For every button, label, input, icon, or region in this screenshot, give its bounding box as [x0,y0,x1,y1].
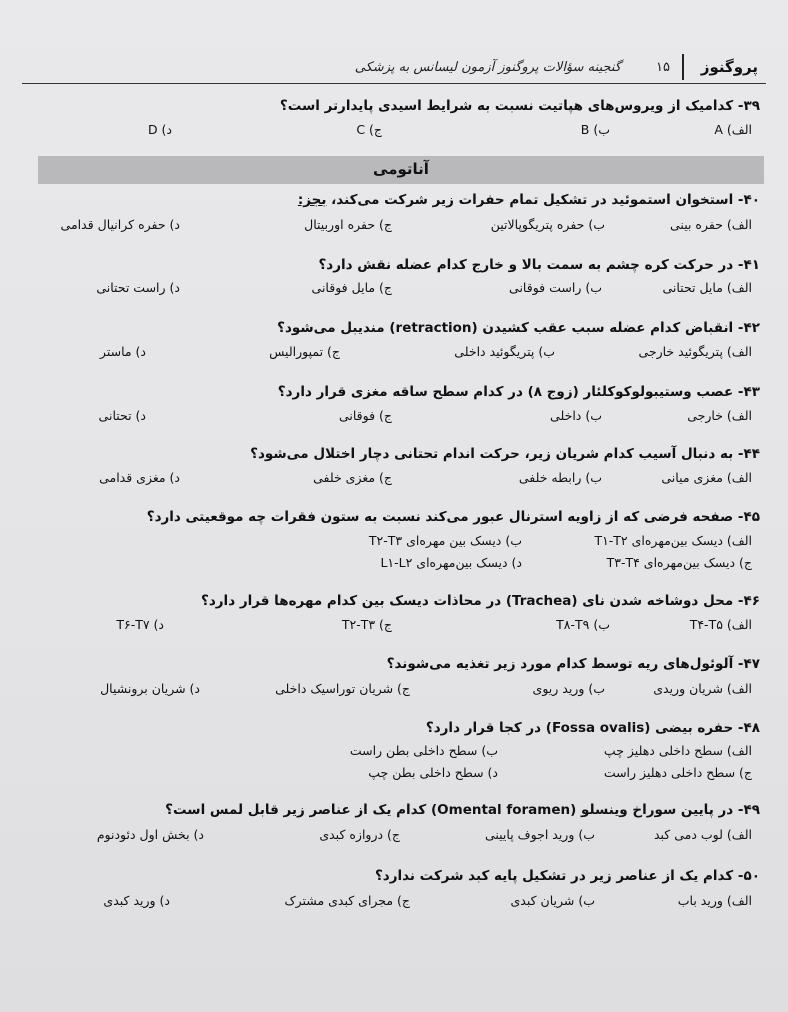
option-b[interactable]: ب) ورید ریوی [532,681,605,696]
header-separator [682,54,684,80]
question-stem [40,320,760,336]
option-b[interactable]: ب) ورید اجوف پایینی [484,827,595,842]
option-b[interactable]: ب) پتریگوئید داخلی [454,344,555,359]
option-a[interactable]: الف) پتریگوئید خارجی [638,344,752,359]
question-number: ۵۰- [737,868,760,884]
question-text: کدام یک از عناصر زیر در تشکیل پایه کبد شرکت ندارد؟ [374,868,734,884]
option-c[interactable]: ج) تمپورالیس [269,344,340,359]
question-number: ۴۵- [737,509,760,525]
question-text: صفحه فرضی که از زاویه استرنال عبور می‌کند نسبت به ستون فقرات چه موقعیتی دارد؟ [146,509,734,525]
question-text: حفره بیضی (Fossa ovalis) در کجا قرار دارد؟ [425,720,734,736]
question-number: ۴۱- [737,257,760,273]
question-text: انقباض کدام عضله سبب عقب کشیدن (retraction) مندیبل می‌شود؟ [277,320,734,336]
option-b[interactable]: ب) راست فوقانی [509,280,602,295]
page-header [22,44,766,84]
question-stem [40,98,760,114]
question-number: ۴۸- [737,720,760,736]
option-a[interactable]: الف) شریان وریدی [653,681,752,696]
option-a[interactable]: الف) A [714,122,752,137]
option-c[interactable]: ج) حفره اوربیتال [304,217,392,232]
option-b[interactable]: ب) شریان کبدی [510,893,595,908]
question-text: استخوان استموئید در تشکیل تمام حفرات زیر شرکت می‌کند، [331,192,734,208]
option-c[interactable]: ج) مجرای کبدی مشترک [284,893,410,908]
option-a[interactable]: الف) حفره بینی [670,217,752,232]
option-c[interactable]: ج) مغزی خلفی [313,470,392,485]
question-stem [40,656,760,672]
question-text: به دنبال آسیب کدام شریان زیر، حرکت اندام تحتانی دچار اختلال می‌شود؟ [250,446,734,462]
option-d[interactable]: د) T۶-T۷ [116,617,164,632]
option-d[interactable]: د) بخش اول دئودنوم [96,827,204,842]
question-number: ۴۴- [737,446,760,462]
question-text: محل دوشاخه شدن نای (Trachea) در محاذات دیسک بین کدام مهره‌ها قرار دارد؟ [201,593,734,609]
option-b[interactable]: ب) دیسک بین مهره‌ای T۲-T۳ [368,533,522,548]
option-d[interactable]: د) D [147,122,172,137]
option-c[interactable]: ج) مایل فوقانی [311,280,392,295]
header-rule [22,83,766,84]
question-stem [40,384,760,400]
option-c[interactable]: ج) دروازه کبدی [319,827,400,842]
section-header [38,156,764,184]
option-a[interactable]: الف) خارجی [687,408,752,423]
question-number: ۴۶- [737,593,760,609]
section-title: آناتومی [373,160,429,178]
option-d[interactable]: د) راست تحتانی [96,280,180,295]
question-number: ۴۰- [737,192,760,208]
question-emphasis: بجز: [297,192,327,208]
option-d[interactable]: د) مغزی قدامی [99,470,180,485]
question-number: ۴۷- [737,656,760,672]
option-b[interactable]: ب) داخلی [550,408,602,423]
brand-name: پروگنوز [700,58,758,76]
option-c[interactable]: ج) C [356,122,382,137]
option-d[interactable]: د) حفره کرانیال قدامی [60,217,180,232]
option-a[interactable]: الف) لوب دمی کبد [653,827,752,842]
option-b[interactable]: ب) B [580,122,610,137]
option-a[interactable]: الف) مایل تحتانی [662,280,752,295]
option-a[interactable]: الف) مغزی میانی [661,470,752,485]
option-a[interactable]: الف) ورید باب [677,893,752,908]
question-stem [40,509,760,525]
question-text: آلوئول‌های ریه توسط کدام مورد زیر تغذیه می‌شوند؟ [386,656,734,672]
option-d[interactable]: د) ماستر [99,344,146,359]
question-number: ۴۲- [737,320,760,336]
option-c[interactable]: ج) شریان توراسیک داخلی [275,681,410,696]
question-text: در پایین سوراخ وینسلو (Omental foramen) کدام یک از عناصر زیر قابل لمس است؟ [165,802,734,818]
option-d[interactable]: د) دیسک بین‌مهره‌ای L۱-L۲ [380,555,522,570]
option-c[interactable]: ج) T۲-T۳ [341,617,392,632]
question-number: ۳۹- [737,98,760,114]
question-number: ۴۳- [737,384,760,400]
question-stem [40,802,760,818]
option-c[interactable]: ج) دیسک بین‌مهره‌ای T۳-T۴ [606,555,752,570]
option-d[interactable]: د) شریان برونشیال [100,681,200,696]
option-b[interactable]: ب) سطح داخلی بطن راست [349,743,498,758]
option-c[interactable]: ج) سطح داخلی دهلیز راست [603,765,752,780]
option-a[interactable]: الف) دیسک بین‌مهره‌ای T۱-T۲ [594,533,752,548]
page-number: ۱۵ [656,60,670,75]
book-title: گنجینه سؤالات پروگنوز آزمون لیسانس به پزشکی [354,60,621,75]
question-text: در حرکت کره چشم به سمت بالا و خارج کدام عضله نقش دارد؟ [318,257,734,273]
option-c[interactable]: ج) فوقانی [338,408,392,423]
question-stem [40,593,760,609]
question-stem [40,868,760,884]
option-b[interactable]: ب) حفره پتریگوپالاتین [490,217,605,232]
question-number: ۴۹- [737,802,760,818]
option-d[interactable]: د) تحتانی [98,408,146,423]
question-text: عصب وستیبولوکوکلئار (زوج ۸) در کدام سطح ساقه مغزی قرار دارد؟ [277,384,734,400]
question-stem [40,720,760,736]
question-stem [40,192,760,208]
option-b[interactable]: ب) T۸-T۹ [556,617,610,632]
option-a[interactable]: الف) سطح داخلی دهلیز چپ [603,743,752,758]
option-a[interactable]: الف) T۴-T۵ [689,617,752,632]
option-d[interactable]: د) سطح داخلی بطن چپ [368,765,498,780]
option-b[interactable]: ب) رابطه خلفی [518,470,602,485]
option-d[interactable]: د) ورید کبدی [103,893,170,908]
question-stem [40,446,760,462]
question-text: کدامیک از ویروس‌های هپاتیت نسبت به شرایط اسیدی پایدارتر است؟ [279,98,734,114]
question-stem [40,257,760,273]
